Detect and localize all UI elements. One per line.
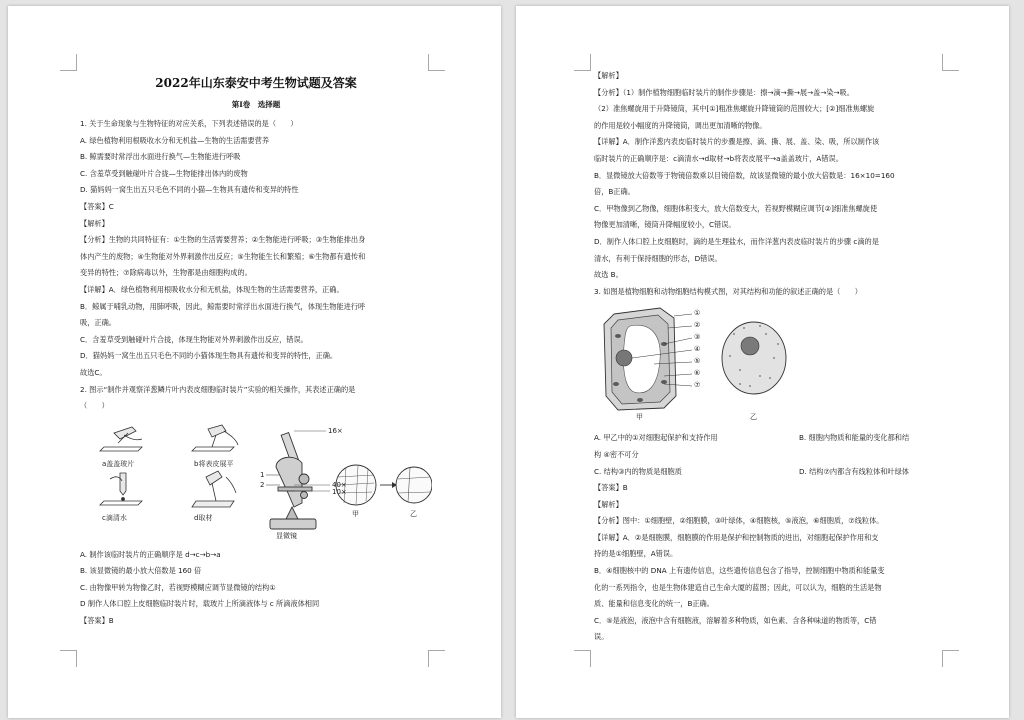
lab-procedure-figure [80,423,432,543]
option-right: B. 细胞内物质和能量的变化都和结 [799,433,910,443]
text-line: 【详解】A．②是细胞膜，细胞膜的作用是保护和控制物质的进出，对细胞起保护作用和支 [594,532,879,542]
text-line: C. 由物像甲转为物像乙时，若视野模糊应调节显微镜的结构① [80,582,276,592]
text-line: B．显微镜放大倍数等于物镜倍数乘以目镜倍数，故该显微镜的最小放大倍数是：16×10=160 [594,170,895,180]
crop-mark-bottom-right [942,650,959,667]
text-line: 体内产生的废物；④生物能对外界刺激作出反应；⑤生物能生长和繁殖；⑥生物都有遗传和 [80,251,366,261]
text-line: 2. 图示“制作并观察洋葱鳞片叶内表皮细胞临时装片”实验的相关操作，其表述正确的是 [80,384,356,394]
document-title: 2022年山东泰安中考生物试题及答案 [155,76,357,90]
text-line: B．④细胞核中的 DNA 上有遗传信息，这些遗传信息包含了指导，控制细胞中物质和能量变 [594,566,885,576]
crop-mark-bottom-left [574,650,591,667]
option-right: D. 结构⑦内都含有线粒体和叶绿体 [799,466,909,476]
options-block [594,430,946,480]
text-line: C. 含羞草受到触碰叶片合拢—生物能排出体内的废物 [80,168,248,178]
text-line: 故选 B。 [594,270,623,280]
figure-label-jia: 甲 [636,413,643,422]
figure-num-5: ⑤ [694,357,701,366]
figure-label-d: d取材 [194,513,213,522]
text-line: B. 鲸需要时常浮出水面进行换气—生物能进行呼吸 [80,152,241,162]
lab-figure-drawing [80,423,432,543]
figure-label-c: c滴清水 [102,513,127,522]
option-left: C. 结构③内的物质是细胞质 [594,466,682,476]
text-line: D．制作人体口腔上皮细胞时，滴的是生理盐水，而作洋葱内表皮临时装片的步骤 c滴的是 [594,236,879,246]
text-block-after-figure [80,547,432,630]
option-left: 构 ④密不可分 [594,449,639,459]
text-line: 【分析】图中：①细胞壁，②细胞膜，③叶绿体，④细胞核，⑤液泡，⑥细胞质，⑦线粒体。 [594,516,884,526]
text-line: D．猫妈妈一窝生出五只毛色不同的小猫体现生物具有遗传和变异的特性，正确。 [80,351,338,361]
crop-mark-top-left [60,54,77,71]
option-row [594,447,946,464]
page-content [80,70,432,630]
cell-figure-drawing [594,304,946,424]
figure-num-4: ④ [694,345,701,354]
figure-num-6: ⑥ [694,369,701,378]
text-line: A. 制作该临时装片的正确顺序是 d→c→b→a [80,549,221,559]
figure-label-jia: 甲 [352,509,359,518]
figure-label-a: a盖盖玻片 [102,459,135,468]
figure-label-microscope: 显微镜 [276,531,297,540]
text-line: B. 该显微镜的最小放大倍数是 160 倍 [80,566,202,576]
text-line: 【答案】B [594,483,628,493]
text-line: 临时装片的正确顺序是：c滴清水→d取材→b将表皮展平→a盖盖玻片，A错误。 [594,153,843,163]
figure-mark-40x: 40× [332,480,347,489]
figure-mark-1: 1 [260,470,265,479]
crop-mark-bottom-right [428,650,445,667]
text-line: 倍，B正确。 [594,187,635,197]
text-line: B．鲸属于哺乳动物，用肺呼吸，因此，鲸需要时常浮出水面进行换气，体现生物能进行呼 [80,301,366,311]
option-right [799,447,946,464]
option-left: A. 甲乙中的①对细胞起保护和支持作用 [594,433,718,443]
figure-label-yi: 乙 [410,509,417,518]
option-row [594,464,946,481]
text-line: D 制作人体口腔上皮细胞临时装片时，载玻片上所滴液体与 c 所滴液体相同 [80,599,320,609]
figure-label-yi: 乙 [750,413,757,422]
figure-num-7: ⑦ [694,381,701,390]
crop-mark-top-right [428,54,445,71]
text-block-bottom [594,480,946,646]
crop-mark-top-left [574,54,591,71]
text-line: （ ） [80,401,109,411]
text-block-top [594,68,946,300]
text-line: 【答案】C [80,201,114,211]
text-line: 故选C。 [80,367,107,377]
text-line: 1. 关于生命现象与生物特征的对应关系，下列表述错误的是（ ） [80,119,298,128]
text-line: 【分析】（1）制作植物细胞临时装片的制作步骤是：擦→滴→撕→展→盖→染→吸。 [594,87,854,97]
text-line: C．含羞草受到触碰叶片合拢，体现生物能对外界刺激作出反应，错误。 [80,334,308,344]
text-line: C．甲物像到乙物像，细胞体积变大，放大倍数变大，若视野模糊应调节[②]细准焦螺旋使 [594,203,878,213]
text-line: 清水，有利于保持细胞的形态，D错误。 [594,253,722,263]
text-line: 【答案】B [80,616,114,626]
text-line: 【解析】 [594,71,623,80]
text-line: D. 猫妈妈一窝生出五只毛色不同的小猫—生物具有遗传和变异的特性 [80,185,299,195]
document-page-right [516,6,1009,718]
text-line: 吸，正确。 [80,318,116,328]
text-line: 误。 [594,632,609,642]
text-line: 质、能量和信息变化的统一，B正确。 [594,599,714,609]
text-block-before-figure [80,116,432,415]
text-line: 持的是①细胞壁，A错误。 [594,549,678,559]
document-page-left [8,6,501,718]
text-line: 物像更加清晰，镜筒升降幅度较小，C错误。 [594,220,736,230]
text-line: 【解析】 [594,499,623,509]
text-line: 【详解】A．制作洋葱内表皮临时装片的步骤是擦、滴、撕、展、盖、染、吸，所以制作该 [594,137,880,147]
text-line: 化的一系列指令，也是生物体建造自己生命大厦的蓝图；因此，可以认为，细胞的生活是物 [594,582,882,592]
page-content [594,68,946,646]
text-line: 3. 如图是植物细胞和动物细胞结构模式图，对其结构和功能的叙述正确的是（ ） [594,286,862,296]
figure-mark-16x: 16× [328,426,343,435]
crop-mark-bottom-left [60,650,77,667]
text-line: 变异的特性；⑦除病毒以外，生物都是由细胞构成的。 [80,268,252,278]
figure-mark-10x: 10× [332,487,347,496]
text-line: 的作用是较小幅度的升降镜筒，调出更加清晰的物像。 [594,120,767,130]
figure-mark-2: 2 [260,480,265,489]
text-line: 【解析】 [80,218,109,228]
cell-structure-figure [594,304,946,424]
text-line: A. 绿色植物利用根吸收水分和无机盐—生物的生活需要营养 [80,135,270,145]
figure-label-b: b将表皮展平 [194,459,234,468]
section-subtitle: 第Ⅰ卷 选择题 [231,100,281,109]
text-line: （2）准焦螺旋用于升降镜筒，其中[①]粗准焦螺旋升降镜筒的范围较大；[②]细准焦螺旋 [594,104,875,114]
figure-num-1: ① [694,309,701,318]
text-line: C．⑤是液泡，液泡中含有细胞液，溶解着多种物质，如色素、含各种味道的物质等，C错 [594,615,877,625]
option-row [594,430,946,447]
figure-num-2: ② [694,321,701,330]
text-line: 【详解】A．绿色植物利用根吸收水分和无机盐，体现生物的生活需要营养，正确。 [80,284,344,294]
text-line: 【分析】生物的共同特征有：①生物的生活需要营养；②生物能进行呼吸；③生物能排出身 [80,235,366,245]
figure-num-3: ③ [694,333,701,342]
